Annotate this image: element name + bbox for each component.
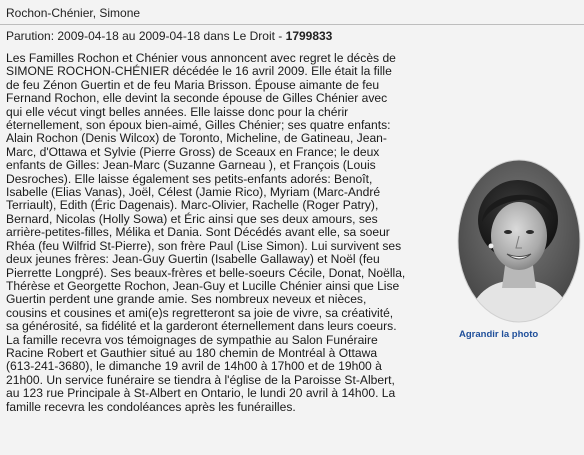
obituary-line: 21h00. Un service funéraire se tiendra à l'église de la Paroisse St-Albert, bbox=[6, 372, 395, 387]
obituary-line: Rhéa (feu Wilfrid St-Pierre), son frère Paul (Lise Simon). Lui survivent ses bbox=[6, 238, 402, 253]
obituary-line: Racine Robert et Gauthier situé au 180 chemin de Montréal à Ottawa bbox=[6, 345, 378, 360]
obituary-line: La famille recevra vos témoignages de sympathie au Salon Funéraire bbox=[6, 332, 378, 347]
enlarge-photo-link[interactable]: Agrandir la photo bbox=[459, 329, 539, 340]
date-from: 2009-04-18 bbox=[57, 29, 119, 43]
deceased-name: Rochon-Chénier, Simone bbox=[6, 6, 141, 20]
obituary-line: Fernand Rochon, elle devint la seconde épouse de Gilles Chénier avec bbox=[6, 91, 388, 106]
obituary-line: Bernard, Nicolas (Holly Sowa) et Éric ainsi que ses deux amours, ses bbox=[6, 211, 378, 226]
obituary-line: Marc, d'Ottawa et Sylvie (Pierre Gross) de Sceaux en France; le deux bbox=[6, 144, 380, 159]
dans-text: dans bbox=[203, 29, 230, 43]
newspaper-name: Le Droit bbox=[232, 29, 275, 43]
obituary-line: enfants de Gilles: Jean-Marc (Suzanne Garneau ), et François (Louis bbox=[6, 158, 376, 173]
obituary-line: Thérèse et Georgette Rochon, Jean-Guy et Lucille Chénier ainsi que Lise bbox=[6, 278, 400, 293]
obituary-line: au 123 rue Principale à St-Albert en Ontario, le lundi 20 avril à 14h00. La bbox=[6, 386, 396, 401]
ad-number: 1799833 bbox=[285, 29, 333, 43]
obituary-line: Alain Rochon (Denis Wilcox) de Toronto, Micheline, de Gatineau, Jean- bbox=[6, 131, 387, 146]
parution-label: Parution: bbox=[6, 29, 55, 43]
obituary-line: de feu Zénon Guertin et de feu Maria Brisson. Épouse aimante de feu bbox=[6, 77, 380, 92]
portrait-photo[interactable] bbox=[456, 158, 582, 324]
obituary-line: Isabelle (Elias Vanas), Joël, Célest (Jamie Rico), Myriam (Marc-André bbox=[6, 185, 381, 200]
obituary-line: Les Familles Rochon et Chénier vous annoncent avec regret le décès de bbox=[6, 51, 396, 65]
obituary-line: Guertin perdent une grande amie. Ses nombreux neveux et nièces, bbox=[6, 292, 367, 307]
obituary-line: qui elle vécut vingt belles années. Elle laisse donc pour la chérir bbox=[6, 104, 349, 119]
header-divider bbox=[0, 24, 584, 25]
date-to: 2009-04-18 bbox=[138, 29, 201, 43]
obituary-line: SIMONE ROCHON-CHÉNIER décédée le 16 avril 2009. Elle était la fille bbox=[6, 64, 392, 79]
au-text: au bbox=[122, 29, 136, 43]
obituary-line: Pierrette Longpré). Ses beaux-frères et belle-soeurs Cécile, Donat, Noëlla, bbox=[6, 265, 406, 280]
obituary-line: arrière-petites-filles, Mélika et Dania. Sont Décédés avant elle, sa soeur bbox=[6, 225, 390, 240]
obituary-line: deux jeunes frères: Jean-Guy Guertin (Isabelle Gallaway) et Noël (feu bbox=[6, 252, 380, 267]
obituary-line: Terriault), Edith (Éric Dagenais). Marc-Olivier, Rachelle (Roger Patry), bbox=[6, 198, 379, 213]
obituary-line: sa générosité, sa fidélité et la garderont éternellement dans leurs coeurs. bbox=[6, 319, 397, 334]
publication-info bbox=[6, 29, 332, 44]
obituary-line: (613-241-3680), le dimanche 19 avril de 14h00 à 17h00 et de 19h00 à bbox=[6, 359, 382, 374]
obituary-line: famille recevra les condoléances après les funérailles. bbox=[6, 399, 296, 414]
obituary-text bbox=[6, 52, 446, 414]
obituary-line: cousins et cousines et ami(e)s regretteront sa joie de vivre, sa créativité, bbox=[6, 305, 394, 320]
obituary-line: éternellement, son époux bien-aimé, Gilles Chénier; ses quatre enfants: bbox=[6, 118, 391, 133]
dash-separator: - bbox=[278, 29, 283, 43]
obituary-line: Desroches). Elle laisse également ses petits-enfants adorés: Benoît, bbox=[6, 171, 373, 186]
